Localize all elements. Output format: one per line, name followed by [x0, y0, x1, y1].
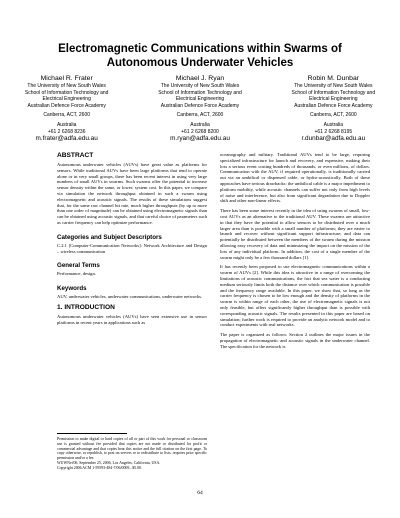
author-affiliation: School of Information Technology and — [158, 89, 242, 96]
body-paragraph: oceanography and military. Traditional AUVs tend to be large, requiring specialized infrastructure for launch and recovery, and expensive, making their loss a serious event costing hundreds of thousands, or even millions, of dollars. Communication with the AUV, if required operationally, is traditionally carried out via an umbilical or dispensed cable, or hydro-acoustically. Both of these approaches have serious drawbacks: the umbilical cable is a major impediment to platform mobility, while acoustic channels can suffer not only from high levels of noise and interference, but also from significant degradation due to Doppler shift and other non-linear effects. — [220, 152, 370, 204]
author-affiliation: Australian Defence Force Academy — [27, 102, 106, 109]
introduction-text: Autonomous underwater vehicles (AUVs) have seen extensive use in sensor platforms in recent years in applications such as — [57, 313, 207, 325]
abstract-text: Autonomous underwater vehicles (AUVs) have great value as platforms for sensors. While traditional AUVs have been large platforms that tend to operate alone or in very small groups, there has been recent interest in using very large numbers of small AUVs in swarms. Such swarms offer the potential to increase sensor density within the same, or lower, system cost. In this paper, we compare via simulation the network throughput obtained in such a swarm using electromagnetic and acoustic signals. The results of these simulations suggest that, for the same raw channel bit rate, much higher throughputs (by up to more than one order of magnitude) can be obtained using electromagnetic signals than can be obtained using acoustic signals, and that careful choice of parameters such as carrier frequency can help optimize performance. — [57, 162, 207, 225]
author-affiliation: The University of New South Wales — [294, 83, 373, 89]
author-city: Canberra, ACT, 2600 — [309, 112, 357, 119]
terms-heading: General Terms — [57, 262, 100, 270]
paper-title — [0, 42, 400, 70]
left-column — [57, 152, 207, 326]
author-affiliation: Australian Defence Force Academy — [160, 102, 240, 109]
title-line-2: Autonomous Underwater Vehicles — [106, 57, 294, 69]
author-email: r.dunbar@adfa.edu.au — [301, 135, 366, 143]
author-phone: +61 2 6268 8236 — [47, 128, 86, 135]
conference-line: WUWNet'06, September 25, 2006, Los Angeles, California, USA. — [57, 460, 161, 465]
author-affiliation: Australian Defence Force Academy — [294, 102, 373, 109]
author-affiliation: The University of New South Wales — [160, 83, 240, 89]
categories-text: C.2.1 [Computer-Communication Networks]: Network Architecture and Design – wireless communication — [57, 242, 207, 254]
title-line-1: Electromagnetic Communications within Swarms of — [58, 43, 342, 55]
author-name: Michael R. Frater — [40, 75, 93, 82]
author-email: m.ryan@adfa.edu.au — [170, 135, 230, 143]
author-block — [0, 75, 400, 143]
right-column — [220, 152, 370, 350]
author-affiliation: School of Information Technology and — [291, 89, 376, 96]
author-country: Australia — [190, 121, 210, 128]
author-name: Robin M. Dunbar — [307, 75, 360, 82]
body-paragraph: The paper is organized as follows: Section 2 outlines the major issues in the propagation of electromagnetic and acoustic signals in the underwater channel. The specification for the network is — [220, 332, 370, 349]
body-paragraph: There has been some interest recently in the idea of using swarms of small, low-cost AUVs as an alternative to the traditional AUV. These swarms are attractive in that they have the potential to allow sensors to be distributed over a much larger area than is possible with a small number of platforms; they are easier to launch and recover without significant support infrastructure; and data can potentially be distributed between the members of the swarm during the mission allowing easy recovery of data and minimizing the impact on the mission of the loss of any individual platform. In addition, the cost of a single member of the swarm might only be a few thousand dollars [1]. — [220, 208, 370, 260]
page-number: 64 — [197, 490, 203, 496]
author-city: Canberra, ACT, 2600 — [43, 112, 91, 119]
author-3 — [267, 75, 400, 143]
author-name: Michael J. Ryan — [175, 75, 225, 82]
keywords-heading: Keywords — [57, 285, 87, 293]
author-affiliation: Electrical Engineering — [175, 96, 225, 103]
author-phone: +61 2 6268 8200 — [181, 128, 219, 135]
author-1 — [0, 75, 133, 143]
body-paragraph: It has recently been proposed to use electromagnetic communications within a swarm of AUVs [2]. While this idea is attractive in a range of overcoming the limitations of acoustic communications, the fact that sea water is a conducting medium seriously limits both the distance over which communication is possible and the frequency range available. In this paper, we show that, so long as the carrier frequency is chosen to be low enough and the density of platforms in the swarm is within range of each other, the use of electromagnetic signals is not only feasible, but offers significantly higher throughput than is possible with corresponding acoustic signals. The results presented in this paper are based on simulation; further work is required to provide an analytic network model and to conduct experiments with real networks. — [220, 264, 370, 328]
permission-text: Permission to make digital or hard copies of all or part of this work for personal or classroom use is granted without fee provided that copies are not made or distributed for profit or commercial advantage and that copies bear this notice and the full citation on the first page. To copy otherwise, or republish, to post on servers or to redistribute to lists, requires prior specific permission and/or a fee. — [57, 437, 207, 461]
keywords-text: AUV, underwater vehicles, underwater communications, underwater networks. — [57, 294, 203, 300]
introduction-heading: 1. INTRODUCTION — [57, 303, 115, 311]
permission-notice — [57, 433, 207, 471]
author-2 — [133, 75, 266, 143]
footnote-rule — [57, 433, 127, 434]
author-affiliation: Electrical Engineering — [42, 96, 91, 103]
author-country: Australia — [323, 121, 344, 128]
author-phone: +61 2 6268 8195 — [314, 128, 353, 135]
abstract-heading: ABSTRACT — [57, 152, 94, 159]
author-affiliation: School of Information Technology and — [24, 89, 109, 96]
author-city: Canberra, ACT, 2600 — [176, 112, 224, 119]
copyright-line: Copyright 2006 ACM 1-59593-484-7/06/0009...$5.00. — [57, 465, 142, 470]
categories-heading: Categories and Subject Descriptors — [57, 233, 162, 241]
terms-text: Performance, design. — [57, 271, 96, 277]
author-affiliation: Electrical Engineering — [309, 96, 358, 103]
author-country: Australia — [56, 121, 77, 128]
author-email: m.frater@adfa.edu.au — [35, 135, 98, 143]
author-affiliation: The University of New South Wales — [27, 83, 106, 89]
